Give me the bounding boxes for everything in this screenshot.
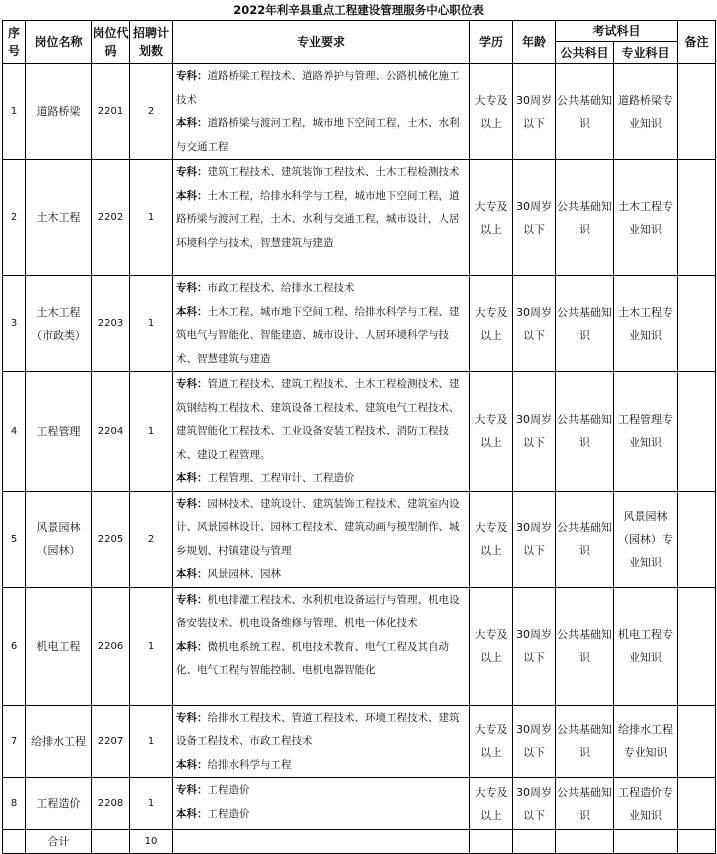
benke-label: 本科：: [176, 117, 208, 129]
major-requirements: [173, 587, 470, 705]
note: [678, 276, 716, 372]
major-requirements: [173, 491, 470, 587]
major-zhuanke: [176, 277, 467, 301]
zhuanke-label: 专科：: [176, 784, 208, 796]
hiring-quota: 2: [130, 64, 173, 160]
education: 大专及以上: [470, 705, 513, 778]
benke-majors: 道路桥梁与渡河工程，城市地下空间工程，土木、水利与交通工程: [176, 117, 460, 153]
note: [678, 64, 716, 160]
row-seq: 7: [3, 705, 26, 778]
benke-majors: 工程管理、工程审计、工程造价: [207, 472, 355, 484]
zhuanke-label: 专科：: [176, 497, 208, 510]
age-limit: 30周岁以下: [513, 491, 556, 587]
hiring-quota: 1: [130, 160, 173, 276]
benke-majors: 土木工程、城市地下空间工程、给排水科学与工程、建筑电气与智能化、智能建造、城市设计、人居环境科学与技术、智慧建筑与建造: [176, 305, 460, 365]
professional-subject: 风景园林（园林）专业知识: [614, 491, 678, 587]
position-code: 2202: [92, 160, 130, 276]
major-zhuanke: [176, 493, 467, 564]
table-row: [3, 372, 716, 492]
professional-subject: 土木工程专业知识: [614, 276, 678, 372]
note: [678, 160, 716, 276]
major-benke: [176, 636, 467, 683]
public-subject: 公共基础知识: [556, 778, 614, 830]
major-benke: [176, 185, 467, 256]
major-benke: [176, 754, 467, 778]
zhuanke-majors: 管道工程技术、建筑工程技术、土木工程检测技术、建筑钢结构工程技术、建筑设备工程技术、建筑电气工程技术、建筑智能化工程技术、工业设备安装工程技术、消防工程技术、建设工程管理。: [176, 378, 460, 461]
header-quota: 招聘计划数: [130, 21, 173, 64]
benke-label: 本科：: [176, 305, 208, 318]
education: 大专及以上: [470, 160, 513, 276]
zhuanke-majors: 市政工程技术、给排水工程技术: [207, 282, 355, 294]
row-seq: 4: [3, 372, 26, 492]
position-name: 工程管理: [26, 372, 92, 492]
header-age: 年龄: [513, 21, 556, 64]
header-name: 岗位名称: [26, 21, 92, 64]
major-requirements: [173, 372, 470, 492]
header-seq: 序号: [3, 21, 26, 64]
table-row: [3, 491, 716, 587]
total-major-cell: [173, 830, 470, 854]
note: [678, 587, 716, 705]
benke-label: 本科：: [176, 807, 208, 820]
position-name: 土木工程: [26, 160, 92, 276]
benke-label: 本科：: [176, 758, 208, 771]
major-zhuanke: [176, 161, 467, 185]
position-code: 2201: [92, 64, 130, 160]
position-code: 2207: [92, 705, 130, 778]
table-row: [3, 64, 716, 160]
note: [678, 372, 716, 492]
position-code: 2206: [92, 587, 130, 705]
major-benke: [176, 301, 467, 372]
professional-subject: 土木工程专业知识: [614, 160, 678, 276]
row-seq: 1: [3, 64, 26, 160]
hiring-quota: 2: [130, 491, 173, 587]
education: 大专及以上: [470, 64, 513, 160]
professional-subject: 机电工程专业知识: [614, 587, 678, 705]
note: [678, 705, 716, 778]
major-zhuanke: [176, 779, 467, 803]
row-seq: 2: [3, 160, 26, 276]
major-zhuanke: [176, 373, 467, 467]
table-row: [3, 705, 716, 778]
position-code: 2205: [92, 491, 130, 587]
major-benke: [176, 112, 467, 159]
note: [678, 491, 716, 587]
table-row: [3, 587, 716, 705]
total-seq-cell: [3, 830, 26, 854]
age-limit: 30周岁以下: [513, 778, 556, 830]
hiring-quota: 1: [130, 276, 173, 372]
note: [678, 778, 716, 830]
professional-subject: 给排水工程专业知识: [614, 705, 678, 778]
zhuanke-majors: 建筑工程技术、建筑装饰工程技术、土木工程检测技术: [207, 166, 460, 178]
total-public-cell: [556, 830, 614, 854]
position-name: 风景园林（园林）: [26, 491, 92, 587]
zhuanke-label: 专科：: [176, 282, 208, 294]
zhuanke-majors: 道路桥梁工程技术、道路养护与管理、公路机械化施工技术: [176, 70, 460, 106]
header-note: 备注: [678, 21, 716, 64]
public-subject: 公共基础知识: [556, 372, 614, 492]
zhuanke-majors: 机电排灌工程技术、水利机电设备运行与管理、机电设备安装技术、机电设备维修与管理、机电一体化技术: [176, 593, 460, 629]
position-name: 机电工程: [26, 587, 92, 705]
professional-subject: 工程造价专业知识: [614, 778, 678, 830]
major-requirements: [173, 276, 470, 372]
row-seq: 5: [3, 491, 26, 587]
education: 大专及以上: [470, 778, 513, 830]
major-benke: [176, 803, 467, 827]
public-subject: 公共基础知识: [556, 705, 614, 778]
benke-majors: 微机电系统工程、机电技术教育、电气工程及其自动化、电气工程与智能控制、电机电器智能化: [176, 640, 449, 676]
age-limit: 30周岁以下: [513, 160, 556, 276]
age-limit: 30周岁以下: [513, 276, 556, 372]
major-benke: [176, 563, 467, 587]
education: 大专及以上: [470, 491, 513, 587]
zhuanke-majors: 给排水工程技术、管道工程技术、环境工程技术、建筑设备工程技术、市政工程技术: [176, 711, 460, 747]
total-row: [3, 830, 716, 854]
row-seq: 8: [3, 778, 26, 830]
age-limit: 30周岁以下: [513, 64, 556, 160]
zhuanke-label: 专科：: [176, 593, 208, 606]
position-name: 道路桥梁: [26, 64, 92, 160]
major-benke: [176, 467, 467, 491]
major-requirements: [173, 64, 470, 160]
row-seq: 3: [3, 276, 26, 372]
age-limit: 30周岁以下: [513, 587, 556, 705]
major-zhuanke: [176, 707, 467, 754]
row-seq: 6: [3, 587, 26, 705]
position-name: 土木工程（市政类）: [26, 276, 92, 372]
education: 大专及以上: [470, 276, 513, 372]
position-code: 2208: [92, 778, 130, 830]
public-subject: 公共基础知识: [556, 276, 614, 372]
education: 大专及以上: [470, 372, 513, 492]
hiring-quota: 1: [130, 778, 173, 830]
total-age-cell: [513, 830, 556, 854]
zhuanke-majors: 园林技术、建筑设计、建筑装饰工程技术、建筑室内设计、风景园林设计、园林工程技术、建筑动画与模型制作、城乡规划、村镇建设与管理: [176, 497, 460, 557]
public-subject: 公共基础知识: [556, 64, 614, 160]
header-exam: 考试科目: [556, 21, 678, 42]
hiring-quota: 1: [130, 372, 173, 492]
zhuanke-label: 专科：: [176, 378, 208, 390]
position-table: [2, 20, 716, 854]
position-code: 2204: [92, 372, 130, 492]
public-subject: 公共基础知识: [556, 160, 614, 276]
zhuanke-label: 专科：: [176, 166, 208, 178]
benke-label: 本科：: [176, 189, 208, 202]
zhuanke-label: 专科：: [176, 711, 208, 724]
education: 大专及以上: [470, 587, 513, 705]
age-limit: 30周岁以下: [513, 705, 556, 778]
professional-subject: 道路桥梁专业知识: [614, 64, 678, 160]
benke-label: 本科：: [176, 640, 208, 653]
zhuanke-label: 专科：: [176, 70, 208, 82]
table-row: [3, 778, 716, 830]
benke-label: 本科：: [176, 472, 208, 484]
table-row: [3, 276, 716, 372]
header-public: 公共科目: [556, 42, 614, 64]
hiring-quota: 1: [130, 705, 173, 778]
total-quota: 10: [130, 830, 173, 854]
zhuanke-majors: 工程造价: [207, 784, 250, 796]
table-row: [3, 160, 716, 276]
benke-label: 本科：: [176, 568, 208, 580]
major-requirements: [173, 778, 470, 830]
benke-majors: 给排水科学与工程: [207, 758, 292, 771]
major-requirements: [173, 160, 470, 276]
position-name: 工程造价: [26, 778, 92, 830]
page-title: 2022年利辛县重点工程建设管理服务中心职位表: [233, 3, 484, 17]
header-edu: 学历: [470, 21, 513, 64]
major-requirements: [173, 705, 470, 778]
hiring-quota: 1: [130, 587, 173, 705]
major-zhuanke: [176, 589, 467, 636]
total-code-cell: [92, 830, 130, 854]
public-subject: 公共基础知识: [556, 587, 614, 705]
benke-majors: 风景园林、园林: [207, 568, 281, 580]
total-label: 合计: [26, 830, 92, 854]
public-subject: 公共基础知识: [556, 491, 614, 587]
benke-majors: 土木工程，给排水科学与工程，城市地下空间工程，道路桥梁与渡河工程，土木、水利与交通工程，城市设计，人居环境科学与技术，智慧建筑与建造: [176, 189, 460, 249]
position-name: 给排水工程: [26, 705, 92, 778]
total-professional-cell: [614, 830, 678, 854]
age-limit: 30周岁以下: [513, 372, 556, 492]
total-edu-cell: [470, 830, 513, 854]
position-code: 2203: [92, 276, 130, 372]
major-zhuanke: [176, 65, 467, 112]
total-note-cell: [678, 830, 716, 854]
professional-subject: 工程管理专业知识: [614, 372, 678, 492]
header-major: 专业要求: [173, 21, 470, 64]
benke-majors: 工程造价: [207, 807, 250, 820]
table-header: [3, 21, 716, 64]
header-professional: 专业科目: [614, 42, 678, 64]
table-body: [3, 64, 716, 830]
header-code: 岗位代码: [92, 21, 130, 64]
